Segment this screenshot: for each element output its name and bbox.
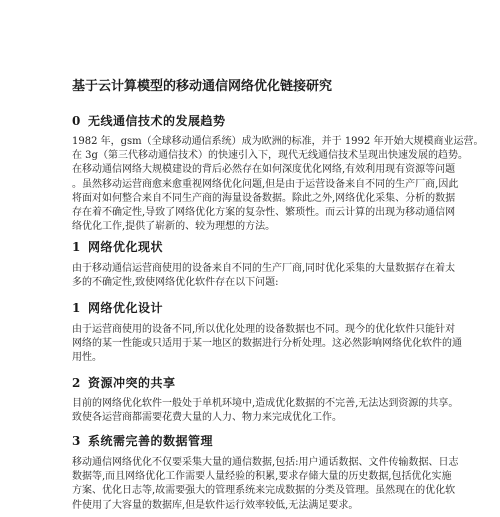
paragraph-line: 致使各运营商都需要花费大量的人力、物力来完成优化工作。 [72,412,342,424]
paragraph-line: 用性。 [72,352,102,364]
paragraph-data-management [72,456,459,513]
section-number: 3 [72,434,81,448]
paragraph-line: 1982 年，gsm（全球移动通信系统）成为欧洲的标准，并于 1992 年开始大规模商业运营。 [72,136,484,147]
paragraph-development-trend [72,135,484,234]
section-number: 0 [72,114,81,128]
paragraph-line: 数据等,而且网络优化工作需要人量经验的积累,要求存储大量的历史数据,包括优化实施 [72,471,452,483]
paragraph-line: 在 3g（第三代移动通信技术）的快速引入下，现代无线通信技术呈现出快速发展的趋势。 [72,150,468,162]
paragraph-line: 在移动通信网络大规模建设的背后必然存在如何深度优化网络,有效利用现有资源等问题 [72,164,456,176]
paragraph-line: 将面对如何整合来自不同生产商的海量设备数据。除此之外,网络优化采集、分析的数据 [72,192,456,204]
paragraph-line: 网络的某一性能或只适用于某一地区的数据进行分析处理。这必然影响网络优化软件的通 [72,338,462,350]
paragraph-line: 。虽然移动运营商愈来愈重视网络优化问题,但是由于运营设备来自不同的生产厂商,因此 [72,178,459,190]
paragraph-line: 方案、优化日志等,故需要强大的管理系统来完成数据的分类及管理。虽然现在的优化软 [72,485,456,497]
section-title: 资源冲突的共享 [88,376,176,390]
section-title: 系统需完善的数据管理 [88,434,214,448]
paragraph-optimization-design [72,323,462,366]
section-heading-optimization-design [72,300,432,316]
paragraph-line: 目前的网络优化软件一般处于单机环境中,造成优化数据的不完善,无法达到资源的共享。 [72,398,459,409]
section-heading-development-trend [72,113,432,129]
paragraph-line: 络优化工作,提供了崭新的、较为理想的方法。 [72,221,276,233]
paragraph-line: 存在着不确定性,导致了网络优化方案的复杂性、繁琐性。而云计算的出现为移动通信网 [72,207,456,219]
paragraph-line: 件使用了大容量的数据库,但是软件运行效率较低,无法满足要求。 [72,499,359,511]
section-heading-optimization-status [72,239,432,255]
section-heading-data-management [72,433,432,449]
paragraph-line: 移动通信网络优化不仅要采集大量的通信数据,包括:用户通话数据、文件传输数据、日志 [72,457,459,468]
section-title: 网络优化现状 [88,240,164,254]
section-title: 网络优化设计 [88,301,164,315]
paragraph-line: 由于运营商使用的设备不同,所以优化处理的设备数据也不同。现今的优化软件只能针对 [72,324,456,335]
paragraph-optimization-status [72,262,456,290]
paragraph-line: 由于移动通信运营商使用的设备来自不同的生产厂商,同时优化采集的大量数据存在着太 [72,263,456,274]
section-heading-resource-sharing [72,375,432,391]
section-number: 2 [72,376,81,390]
section-title: 无线通信技术的发展趋势 [88,114,226,128]
paragraph-resource-sharing [72,397,459,425]
paragraph-line: 多的不确定性,致使网络优化软件存在以下问题: [72,277,279,289]
document-title: 基于云计算模型的移动通信网络优化链接研究 [72,79,333,94]
section-number: 1 [72,240,81,254]
section-number: 1 [72,301,81,315]
